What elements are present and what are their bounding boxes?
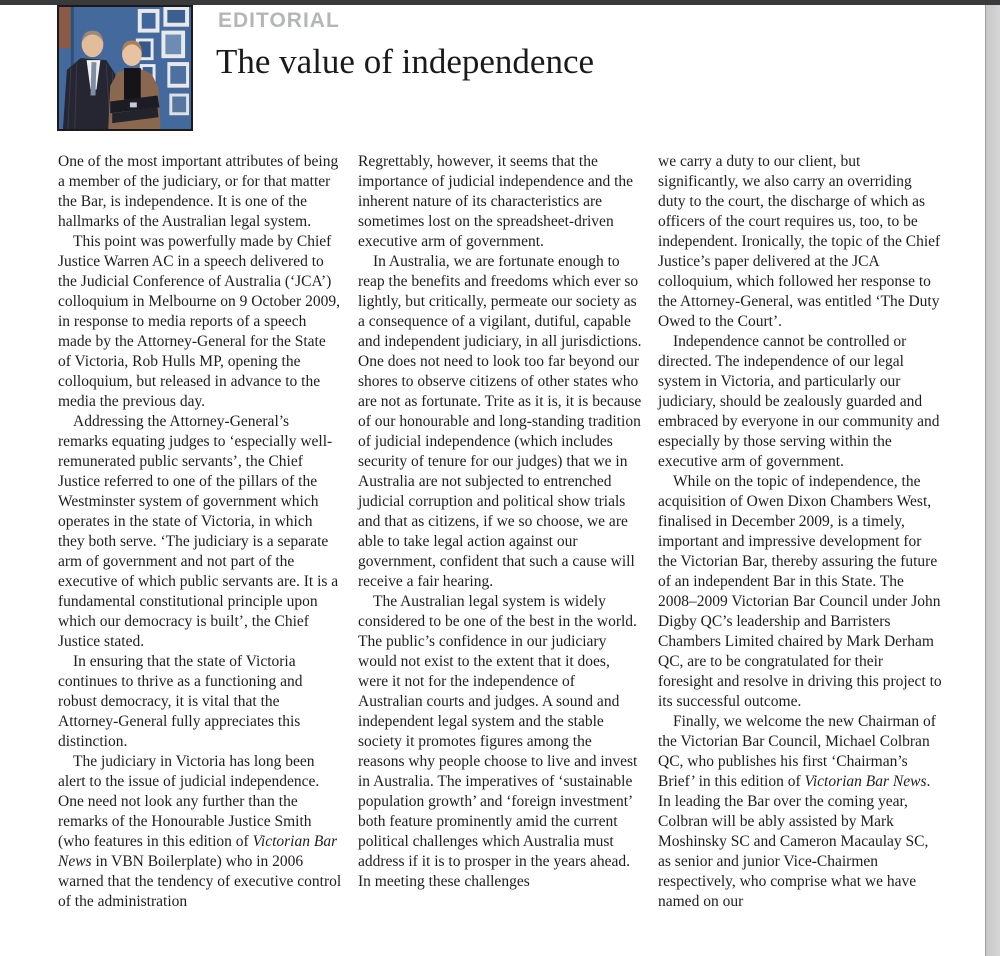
article-paragraph: While on the topic of independence, the acquisition of Owen Dixon Chambers West, finalised in December 2009, is a timely, important and impressive development for the Victorian Bar, thereby assuring the future of an independent Bar in this State. The 2008–2009 Victorian Bar Council under John Digby QC’s leadership and Barristers Chambers Limited chaired by Mark Derham QC, are to be congratulated for their foresight and resolve in driving this project to its successful outcome. [658, 473, 942, 710]
authors-photo-illustration [59, 7, 191, 129]
editorial-authors-photo [57, 5, 193, 131]
article-column-2 [358, 152, 642, 892]
article-paragraph: In Australia, we are fortunate enough to reap the benefits and freedoms which ever so lightly, but critically, permeate our society as a consequence of a vigilant, dutiful, capable and independent judiciary, in all jurisdictions. One does not need to look too far beyond our shores to observe citizens of other states who are not as fortunate. Trite as it is, it is because of our honourable and long-standing tradition of judicial independence (which includes security of tenure for our judges) that we in Australia are not subjected to entrenched judicial corruption and political show trials and that as citizens, if we so choose, we are able to take legal action against our government, confident that such a cause will receive a fair hearing. [358, 253, 642, 590]
article-paragraph: Independence cannot be controlled or directed. The independence of our legal system in Victoria, and particularly our judiciary, should be zealously guarded and embraced by everyone in our community and especially by those serving within the executive arm of government. [658, 333, 940, 470]
section-label: EDITORIAL [218, 9, 340, 32]
article-paragraph: Addressing the Attorney-General’s remarks equating judges to ‘especially well-remunerated public servants’, the Chief Justice referred to one of the pillars of the Westminster system of government which operates in the state of Victoria, in which they both serve. ‘The judiciary is a separate arm of government and not part of the executive of which public servants are. It is a fundamental constitutional principle upon which our democracy is built’, the Chief Justice stated. [58, 413, 339, 650]
article-paragraph: Regrettably, however, it seems that the importance of judicial independence and the inherent nature of its characteristics are sometimes lost on the spreadsheet-driven executive arm of government. [358, 153, 634, 250]
article-paragraph: One of the most important attributes of being a member of the judiciary, or for that matter the Bar, is independence. It is one of the hallmarks of the Australian legal system. [58, 153, 339, 230]
article-paragraph: This point was powerfully made by Chief Justice Warren AC in a speech delivered to the Judicial Conference of Australia (‘JCA’) colloquium in Melbourne on 9 October 2009, in response to media reports of a speech made by the Attorney-General for the State of Victoria, Rob Hulls MP, opening the colloquium, but released in advance to the media the previous day. [58, 233, 340, 410]
article-column-3 [658, 152, 942, 912]
article-paragraph: The judiciary in Victoria has long been alert to the issue of judicial independence. One need not look any further than the remarks of the Honourable Justice Smith (who features in this edition of Victorian Bar News in VBN Boilerplate) who in 2006 warned that the tendency of executive control of the administration [58, 753, 342, 910]
article-body [0, 152, 1000, 956]
article-column-1 [58, 152, 342, 912]
article-paragraph: Finally, we welcome the new Chairman of the Victorian Bar Council, Michael Colbran QC, who publishes his first ‘Chairman’s Brief’ in this edition of Victorian Bar News. In leading the Bar over the coming year, Colbran will be ably assisted by Mark Moshinsky SC and Cameron Macaulay SC, as senior and junior Vice-Chairmen respectively, who comprise what we have named on our [658, 713, 936, 910]
page-title: The value of independence [216, 42, 595, 81]
article-paragraph: we carry a duty to our client, but significantly, we also carry an overriding duty to the court, the discharge of which as officers of the court requires us, too, to be independent. Ironically, the topic of the Chief Justice’s paper delivered at the JCA colloquium, which followed her response to the Attorney-General, was entitled ‘The Duty Owed to the Court’. [658, 153, 941, 330]
article-paragraph: The Australian legal system is widely considered to be one of the best in the world. The public’s confidence in our judiciary would not exist to the extent that it does, were it not for the independence of Australian courts and judges. A sound and independent legal system and the stable society it promotes figures among the reasons why people choose to live and invest in Australia. The imperatives of ‘sustainable population growth’ and ‘foreign investment’ both feature prominently amid the current political challenges which Australia must address if it is to prosper in the years ahead. In meeting these challenges [358, 593, 638, 890]
article-paragraph: In ensuring that the state of Victoria continues to thrive as a functioning and robust democracy, it is vital that the Attorney-General fully appreciates this distinction. [58, 653, 303, 750]
